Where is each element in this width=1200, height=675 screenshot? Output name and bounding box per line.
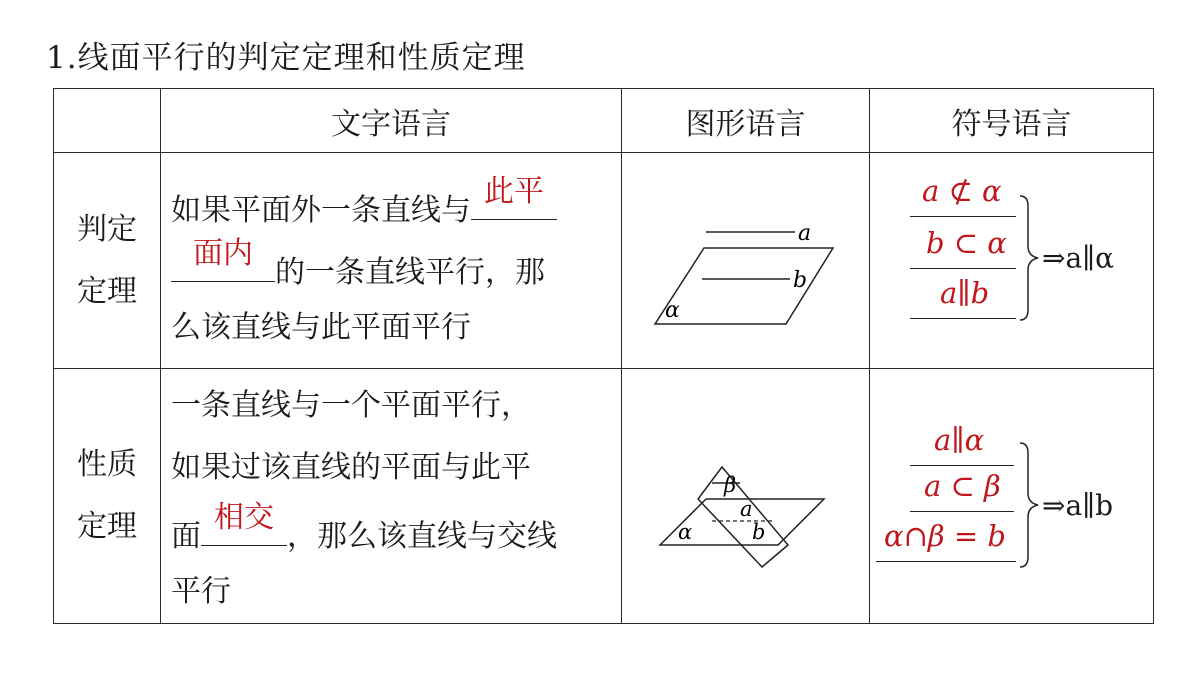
text-segment: ，那么该直线与交线: [287, 519, 557, 554]
condition-divider: [910, 511, 1014, 513]
text-segment: 如果平面外一条直线与: [171, 193, 471, 228]
condition-divider: [910, 216, 1016, 218]
table-row-property: [54, 369, 1154, 624]
row-label-line: 定理: [77, 273, 137, 309]
row-label-criterion: [54, 153, 161, 369]
condition-a-parallel-b: a∥b: [940, 275, 990, 310]
label-alpha: α: [665, 297, 680, 323]
condition-divider: [876, 561, 1016, 563]
condition-a-in-beta: a ⊂ β: [924, 468, 1001, 503]
page-title: 1.线面平行的判定定理和性质定理: [46, 40, 526, 76]
condition-a-parallel-alpha: a∥α: [934, 422, 985, 457]
right-brace-icon: [1018, 194, 1042, 322]
label-beta: β: [724, 472, 737, 497]
text-line: 一条直线与一个平面平行，: [171, 388, 531, 423]
property-symbols: [870, 369, 1154, 624]
header-empty: [54, 89, 161, 153]
label-a: a: [798, 220, 812, 246]
criterion-symbols: [870, 153, 1154, 369]
row-label-line: 定理: [77, 509, 137, 544]
condition-intersection: α∩β = b: [884, 518, 1006, 553]
header-row: [54, 89, 1154, 153]
header-figure-language: 图形语言: [622, 89, 870, 153]
label-a: a: [740, 496, 753, 521]
label-b: b: [752, 519, 766, 544]
line-plane-parallel-diagram: [622, 154, 868, 368]
row-label-property: [54, 369, 161, 624]
answer-text: 相交: [214, 500, 274, 535]
text-segment: 的一条直线平行，那: [275, 255, 545, 290]
label-alpha: α: [678, 519, 693, 544]
label-b: b: [793, 267, 808, 293]
conclusion-a-parallel-b: ⇒a∥b: [1042, 488, 1114, 522]
condition-divider: [910, 268, 1016, 270]
criterion-figure: [622, 153, 870, 369]
criterion-text: [161, 153, 622, 369]
property-figure: [622, 369, 870, 624]
right-brace-icon: [1018, 441, 1042, 569]
conclusion-a-parallel-alpha: ⇒a∥α: [1042, 241, 1114, 274]
text-line: [171, 499, 621, 561]
text-segment: 面: [171, 519, 201, 554]
condition-a-not-in-plane: a ⊄ α: [922, 173, 1002, 208]
text-line: 如果过该直线的平面与此平: [171, 450, 531, 485]
intersecting-planes-diagram: [622, 371, 868, 622]
condition-divider: [910, 465, 1014, 467]
condition-b-in-plane: b ⊂ α: [926, 225, 1007, 260]
text-line: [171, 235, 621, 297]
header-symbol-language: 符号语言: [870, 89, 1154, 153]
theorem-table: [53, 88, 1154, 624]
fill-blank: [471, 173, 557, 220]
condition-divider: [910, 318, 1016, 320]
text-segment: 么该直线与此平面平行: [171, 310, 471, 345]
fill-blank: [201, 499, 287, 546]
row-label-line: 性质: [77, 447, 137, 482]
text-line: 平行: [171, 574, 231, 609]
text-line: [171, 297, 621, 359]
property-text: [161, 369, 622, 624]
row-label-line: 判定: [77, 211, 137, 247]
answer-text: 此平: [484, 174, 544, 209]
fill-blank: [171, 235, 275, 282]
header-text-language: 文字语言: [161, 89, 622, 153]
table-row-criterion: [54, 153, 1154, 369]
answer-text: 面内: [193, 236, 253, 271]
